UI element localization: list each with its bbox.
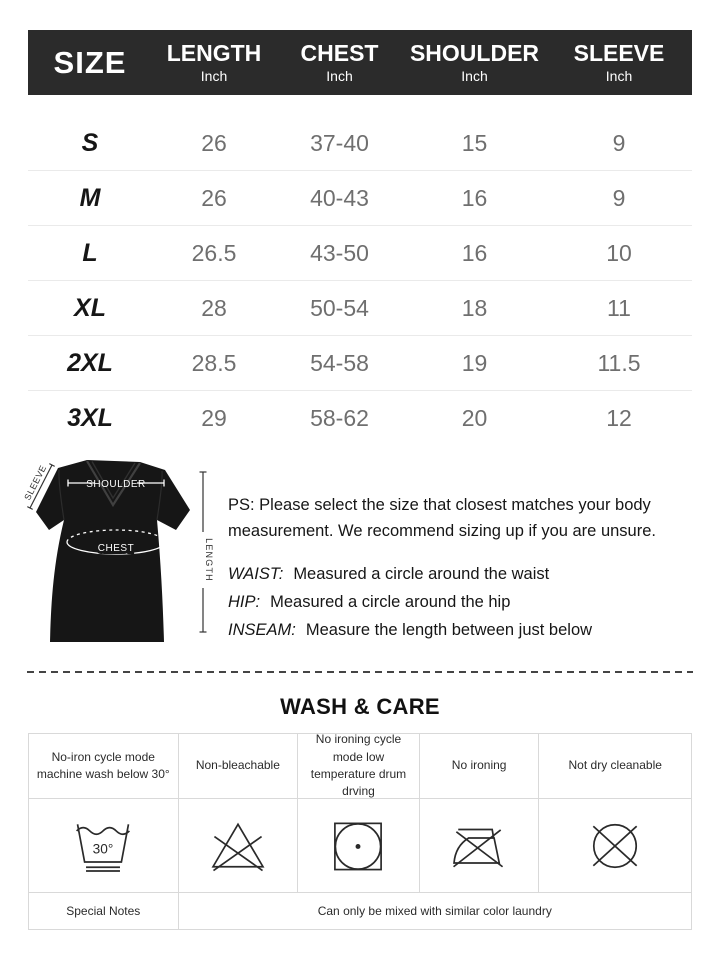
no-dry-clean-icon xyxy=(582,816,648,876)
column-label: SHOULDER xyxy=(409,40,540,66)
definition-term: INSEAM: xyxy=(228,621,296,639)
special-notes-label: Special Notes xyxy=(29,893,179,929)
sleeve-value: 10 xyxy=(606,239,632,266)
column-header-chest xyxy=(276,42,403,83)
size-name: S xyxy=(81,128,99,157)
dashed-divider xyxy=(27,671,693,673)
length-value: 29 xyxy=(201,404,227,431)
size-table-body xyxy=(28,116,692,445)
table-row xyxy=(28,226,692,281)
size-table-header xyxy=(28,30,692,95)
definition-text: Measured a circle around the hip xyxy=(270,593,511,611)
definition-term: HIP: xyxy=(228,593,261,611)
shoulder-label: SHOULDER xyxy=(86,479,146,490)
care-icon-cell xyxy=(29,799,179,893)
size-name: 2XL xyxy=(67,348,113,377)
definition-term: WAIST: xyxy=(228,565,284,583)
table-row xyxy=(28,336,692,391)
definition-text: Measure the length between just below xyxy=(305,621,593,639)
definition-text: Measured a circle around the waist xyxy=(293,565,550,583)
care-icon-cell xyxy=(420,799,540,893)
sleeve-value: 11.5 xyxy=(597,349,641,376)
tumble-dry-low-icon xyxy=(325,816,391,876)
sleeve-value: 11 xyxy=(607,294,631,321)
column-header-sleeve xyxy=(546,42,692,83)
sleeve-value: 12 xyxy=(606,404,632,431)
care-icon-cell xyxy=(179,799,299,893)
column-unit: Inch xyxy=(200,68,228,84)
sleeve-value: 9 xyxy=(612,184,626,211)
shoulder-value: 19 xyxy=(461,349,488,376)
shoulder-value: 15 xyxy=(461,129,488,156)
wash-temp-label: 30° xyxy=(92,841,114,857)
column-unit: Inch xyxy=(326,68,353,84)
column-label: SLEEVE xyxy=(573,40,665,66)
chest-value: 37-40 xyxy=(310,129,369,156)
table-row xyxy=(28,116,692,171)
shoulder-value: 16 xyxy=(461,239,488,266)
care-instruction-label: No-iron cycle mode machine wash below 30° xyxy=(29,734,179,799)
sleeve-value: 9 xyxy=(612,129,626,156)
table-row xyxy=(28,391,692,445)
measurement-definitions xyxy=(228,560,693,644)
chest-value: 50-54 xyxy=(310,294,369,321)
care-instruction-label: No ironing xyxy=(420,734,540,799)
column-label: LENGTH xyxy=(166,40,262,66)
column-unit: Inch xyxy=(461,68,488,84)
chest-value: 58-62 xyxy=(310,404,369,431)
care-instruction-label: Non-bleachable xyxy=(179,734,299,799)
length-value: 28 xyxy=(201,294,227,321)
size-name: XL xyxy=(74,293,106,322)
shoulder-value: 16 xyxy=(461,184,488,211)
column-header-length xyxy=(152,42,276,83)
definition-waist xyxy=(228,560,693,588)
chest-value: 43-50 xyxy=(310,239,369,266)
table-row xyxy=(28,281,692,336)
definition-hip xyxy=(228,588,693,616)
table-row xyxy=(28,171,692,226)
length-value: 26.5 xyxy=(191,239,237,266)
column-header-size: SIZE xyxy=(53,45,127,80)
care-instruction-label: No ironing cycle mode low temperature drum drving xyxy=(298,734,420,799)
wash-30-icon xyxy=(70,816,136,876)
chest-value: 54-58 xyxy=(310,349,369,376)
shoulder-value: 18 xyxy=(461,294,488,321)
sleeve-label: SLEEVE xyxy=(22,463,49,502)
column-header-shoulder xyxy=(403,42,546,83)
no-iron-icon xyxy=(446,816,512,876)
no-bleach-icon xyxy=(205,816,271,876)
care-icon-cell xyxy=(539,799,691,893)
size-name: M xyxy=(79,183,101,212)
definition-inseam xyxy=(228,616,693,644)
care-instruction-label: Not dry cleanable xyxy=(539,734,691,799)
column-label: CHEST xyxy=(300,40,379,66)
chest-label: CHEST xyxy=(97,543,135,554)
ps-note: PS: Please select the size that closest matches your body measurement. We recommend sizing up if you are unsure. xyxy=(228,496,656,540)
special-notes-text: Can only be mixed with similar color laundry xyxy=(317,904,552,918)
size-name: L xyxy=(82,238,98,267)
shoulder-value: 20 xyxy=(461,404,488,431)
length-value: 26 xyxy=(201,184,227,211)
length-value: 26 xyxy=(201,129,227,156)
size-name: 3XL xyxy=(67,403,113,432)
length-value: 28.5 xyxy=(191,349,237,376)
fit-notes xyxy=(228,492,693,644)
tshirt-diagram xyxy=(10,450,222,662)
wash-care-title: WASH & CARE xyxy=(280,694,440,719)
column-unit: Inch xyxy=(605,68,633,84)
length-label: LENGTH xyxy=(204,538,214,582)
care-icon-cell xyxy=(298,799,420,893)
wash-care-table xyxy=(28,733,692,930)
chest-value: 40-43 xyxy=(310,184,369,211)
